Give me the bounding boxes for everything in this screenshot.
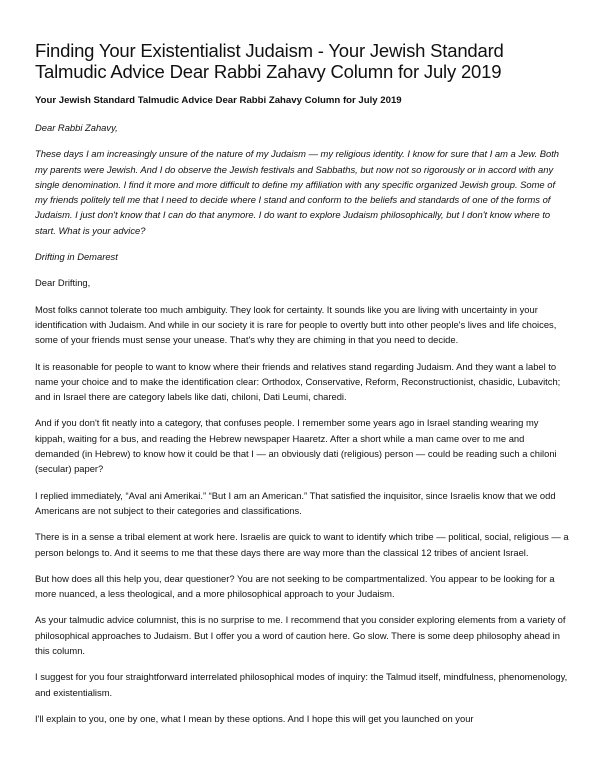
body-paragraph: And if you don't fit neatly into a category, that confuses people. I remember some years ago in Israel standing wearing my kippah, waiting for a bus, and reading the Hebrew newspaper Haaretz. After a short while a man came over to me and demanded (in Hebrew) to know how it could be that I — an obviously dati (religious) person — could be reading such a chiloni (secular) paper?	[35, 417, 557, 475]
body-paragraph: As your talmudic advice columnist, this is no surprise to me. I recommend that you consider exploring elements from a variety of philosophical approaches to Judaism. But I offer you a word of caution here. Go slow. There is some deep philosophy ahead in this column.	[35, 614, 566, 657]
document-page	[35, 40, 570, 737]
reply-salutation: Dear Drifting,	[35, 277, 91, 289]
body-paragraph: I suggest for you four straightforward interrelated philosophical modes of inquiry: the Talmud itself, mindfulness, phenomenology, and existentialism.	[35, 671, 568, 698]
body-paragraph: It is reasonable for people to want to know where their friends and relatives stand regarding Judaism. And they want a label to name your choice and to make the identification clear: Orthodox, Conservative, Reform, Reconstructionist, chasidic, Lubavitch; and in Israel there are category labels like dati, chiloni, Dati Leumi, charedi.	[35, 360, 561, 403]
body-paragraph: I'll explain to you, one by one, what I mean by these options. And I hope this will get you launched on your	[35, 712, 474, 724]
body-paragraph: But how does all this help you, dear questioner? You are not seeking to be compartmentalized. You appear to be looking for a more nuanced, a less theological, and a more philosophical approach to your Judaism.	[35, 572, 555, 600]
body-paragraph: I replied immediately, “Aval ani Amerikai.” “But I am an American.” That satisfied the inquisitor, since Israelis know that we odd Americans are not subject to their categories and classifications.	[35, 489, 556, 516]
document-title: Finding Your Existentialist Judaism - Your Jewish Standard Talmudic Advice Dear Rabbi Zahavy Column for July 2019	[35, 40, 504, 82]
document-subtitle: Your Jewish Standard Talmudic Advice Dear Rabbi Zahavy Column for July 2019	[35, 95, 402, 106]
salutation-letter: Dear Rabbi Zahavy,	[35, 122, 118, 133]
body-paragraph: There is in a sense a tribal element at work here. Israelis are quick to want to identify which tribe — political, social, religious — a person belongs to. And it seems to me that these days there are way more than the classical 12 tribes of ancient Israel.	[35, 531, 569, 558]
letter-signature: Drifting in Demarest	[35, 251, 118, 263]
body-paragraph: Most folks cannot tolerate too much ambiguity. They look for certainty. It sounds like you are living with uncertainty in your identification with Judaism. And while in our society it is rare for people to overtly butt into other people's lives and life choices, some of your friends must sense your unease. That's why they are chiming in that you need to decide.	[35, 303, 557, 346]
letter-body: These days I am increasingly unsure of the nature of my Judaism — my religious identity. I know for sure that I am a Jew. Both my parents were Jewish. And I do observe the Jewish festivals and Sabbaths, but now not so rigorously or in accord with any single denomination. I find it more and more difficult to define my affiliation with any specific organized Jewish group. Some of my friends politely tell me that I need to decide where I stand and conform to the beliefs and standards of one of the forms of Judaism. I just don't know that I can do that anymore. I do want to explore Judaism philosophically, but I don't know where to start. What is your advice?	[35, 148, 560, 236]
